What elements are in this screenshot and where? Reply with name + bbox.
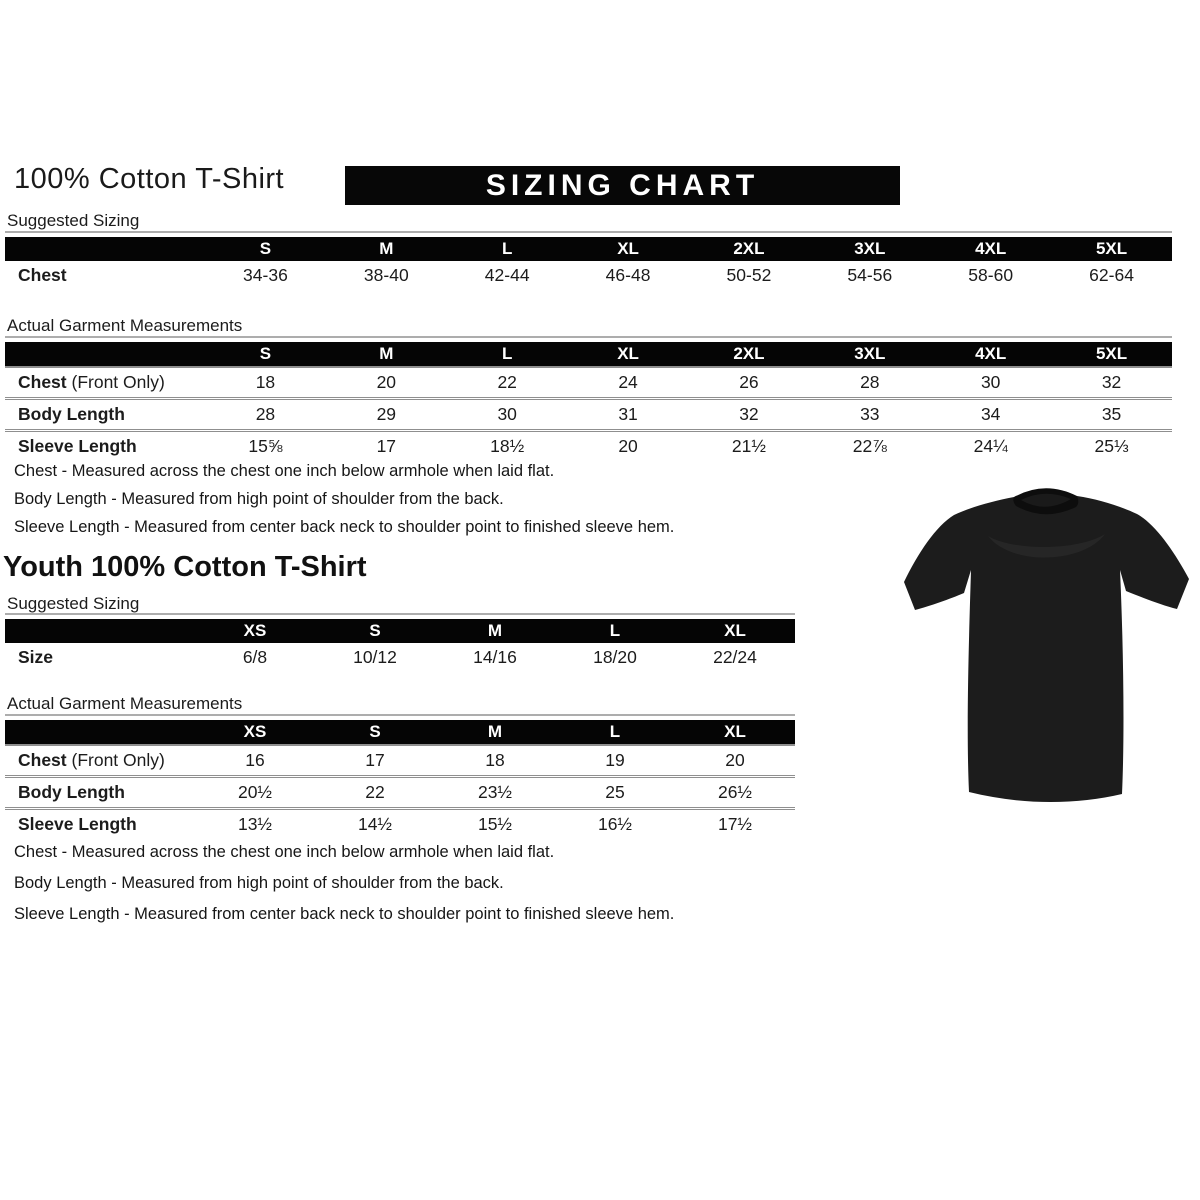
header-spacer: [5, 720, 195, 745]
measurement-value: 33: [860, 404, 880, 424]
measurement-value: 20: [725, 750, 745, 770]
size-column-header: XL: [675, 619, 795, 643]
measurement-value: 32: [1101, 372, 1122, 392]
measurement-value: 10/12: [353, 647, 397, 667]
size-header-row: [5, 237, 1172, 261]
size-column-header: S: [205, 237, 326, 261]
measurement-row: [5, 777, 795, 809]
measurement-value: 22/24: [713, 647, 757, 667]
row-label: Chest (Front Only): [18, 372, 165, 392]
measurement-value: 62-64: [1089, 265, 1134, 285]
youth-suggested-sizing-table-wrap: [5, 613, 795, 672]
measurement-value: 14/16: [473, 647, 517, 667]
size-column-header: M: [326, 342, 447, 367]
header-spacer: [5, 619, 195, 643]
size-column-header: S: [315, 619, 435, 643]
measurement-value: 17: [365, 750, 385, 770]
size-column-header: L: [447, 237, 568, 261]
measurement-value: 23½: [477, 782, 513, 802]
size-column-header: L: [555, 619, 675, 643]
size-header-row: [5, 342, 1172, 367]
adult-suggested-sizing-table: [5, 237, 1172, 290]
size-column-header: XL: [675, 720, 795, 745]
measurement-value: 26: [739, 372, 759, 392]
adult-measurement-notes: [14, 462, 674, 546]
measurement-row: [5, 809, 795, 840]
measurement-value: 16: [245, 750, 265, 770]
measurement-value: 24: [618, 372, 638, 392]
measurement-value: 18½: [490, 436, 525, 456]
measurement-value: 26½: [717, 782, 753, 802]
size-column-header: 3XL: [809, 237, 930, 261]
header-spacer: [5, 237, 205, 261]
youth-measurement-notes: [14, 843, 674, 933]
size-column-header: XL: [568, 237, 689, 261]
note-body-length: Body Length - Measured from high point of shoulder from the back.: [14, 874, 504, 892]
table-top-rule: [5, 336, 1172, 338]
measurement-value: 42-44: [484, 265, 530, 285]
measurement-row: [5, 745, 795, 777]
size-column-header: M: [435, 720, 555, 745]
row-label: Size: [18, 647, 54, 667]
measurement-value: 32: [739, 404, 759, 424]
page-title: 100% Cotton T-Shirt: [14, 163, 285, 195]
note-body-length: Body Length - Measured from high point of shoulder from the back.: [14, 490, 504, 508]
size-header-row: [5, 720, 795, 745]
measurement-value: 24¼: [973, 436, 1008, 456]
size-column-header: L: [555, 720, 675, 745]
measurement-value: 50-52: [726, 265, 772, 285]
measurement-value: 30: [980, 372, 1001, 392]
youth-garment-measurements-table: [5, 720, 795, 839]
measurement-value: 13½: [237, 814, 273, 834]
note-sleeve-length: Sleeve Length - Measured from center back neck to shoulder point to finished sleeve hem.: [14, 518, 675, 536]
row-label: Body Length: [18, 782, 125, 802]
tshirt-body-shape: [904, 496, 1189, 802]
measurement-value: 25⅓: [1094, 436, 1129, 456]
note-chest: Chest - Measured across the chest one inch below armhole when laid flat.: [14, 843, 555, 861]
measurement-value: 25: [605, 782, 625, 802]
measurement-value: 38-40: [363, 265, 409, 285]
measurement-value: 6/8: [242, 647, 268, 667]
note-sleeve-length: Sleeve Length - Measured from center back neck to shoulder point to finished sleeve hem.: [14, 905, 675, 923]
measurement-value: 31: [618, 404, 638, 424]
size-column-header: S: [205, 342, 326, 367]
measurement-value: 15½: [477, 814, 513, 834]
measurement-row: [5, 643, 795, 672]
adult-garment-measurements-table-wrap: [5, 336, 1172, 461]
measurement-value: 30: [497, 404, 517, 424]
youth-suggested-sizing-label: Suggested Sizing: [7, 594, 140, 613]
sizing-chart-banner: [345, 166, 900, 205]
youth-garment-measurements-label: Actual Garment Measurements: [7, 694, 243, 713]
row-label: Sleeve Length: [18, 436, 137, 456]
row-label: Chest: [18, 265, 67, 285]
tshirt-image: [893, 476, 1198, 808]
size-column-header: 5XL: [1051, 342, 1172, 367]
size-column-header: XS: [195, 619, 315, 643]
measurement-value: 14½: [357, 814, 393, 834]
size-column-header: 4XL: [930, 237, 1051, 261]
youth-suggested-sizing-table: [5, 619, 795, 672]
measurement-value: 22: [365, 782, 385, 802]
measurement-value: 29: [376, 404, 397, 424]
row-label: Chest (Front Only): [18, 750, 165, 770]
size-column-header: XL: [568, 342, 689, 367]
header-spacer: [5, 342, 205, 367]
adult-suggested-sizing-table-wrap: [5, 231, 1172, 290]
adult-garment-measurements-table: [5, 342, 1172, 461]
measurement-value: 22⅞: [852, 436, 887, 456]
sizing-chart-banner-text: SIZING CHART: [485, 168, 760, 202]
table-top-rule: [5, 714, 795, 716]
measurement-value: 15⅝: [248, 436, 283, 456]
measurement-value: 28: [860, 372, 880, 392]
youth-garment-measurements-table-wrap: [5, 714, 795, 839]
measurement-value: 16½: [597, 814, 633, 834]
measurement-value: 18: [485, 750, 505, 770]
measurement-row: [5, 431, 1172, 462]
measurement-value: 17½: [717, 814, 753, 834]
size-column-header: M: [326, 237, 447, 261]
measurement-value: 22: [497, 372, 517, 392]
measurement-value: 46-48: [605, 265, 651, 285]
size-column-header: 3XL: [809, 342, 930, 367]
measurement-row: [5, 367, 1172, 399]
measurement-value: 19: [605, 750, 625, 770]
table-top-rule: [5, 231, 1172, 233]
measurement-value: 20: [376, 372, 397, 392]
size-column-header: M: [435, 619, 555, 643]
row-label: Body Length: [18, 404, 125, 424]
size-column-header: L: [447, 342, 568, 367]
size-column-header: XS: [195, 720, 315, 745]
youth-page-title: Youth 100% Cotton T-Shirt: [3, 551, 367, 583]
measurement-value: 20: [618, 436, 638, 456]
size-column-header: S: [315, 720, 435, 745]
table-top-rule: [5, 613, 795, 615]
measurement-value: 17: [376, 436, 397, 456]
measurement-value: 28: [255, 404, 276, 424]
row-label: Sleeve Length: [18, 814, 137, 834]
size-column-header: 2XL: [689, 342, 810, 367]
size-column-header: 4XL: [930, 342, 1051, 367]
size-header-row: [5, 619, 795, 643]
measurement-value: 34-36: [243, 265, 288, 285]
measurement-value: 54-56: [847, 265, 893, 285]
size-column-header: 2XL: [689, 237, 810, 261]
measurement-value: 18/20: [593, 647, 637, 667]
measurement-value: 21½: [731, 436, 766, 456]
measurement-row: [5, 261, 1172, 290]
adult-suggested-sizing-label: Suggested Sizing: [7, 211, 140, 230]
measurement-row: [5, 399, 1172, 431]
size-column-header: 5XL: [1051, 237, 1172, 261]
measurement-value: 35: [1101, 404, 1122, 424]
note-chest: Chest - Measured across the chest one inch below armhole when laid flat.: [14, 462, 555, 480]
measurement-value: 34: [980, 404, 1001, 424]
measurement-value: 58-60: [968, 265, 1014, 285]
adult-garment-measurements-label: Actual Garment Measurements: [7, 316, 243, 335]
measurement-value: 20½: [237, 782, 273, 802]
measurement-value: 18: [255, 372, 276, 392]
